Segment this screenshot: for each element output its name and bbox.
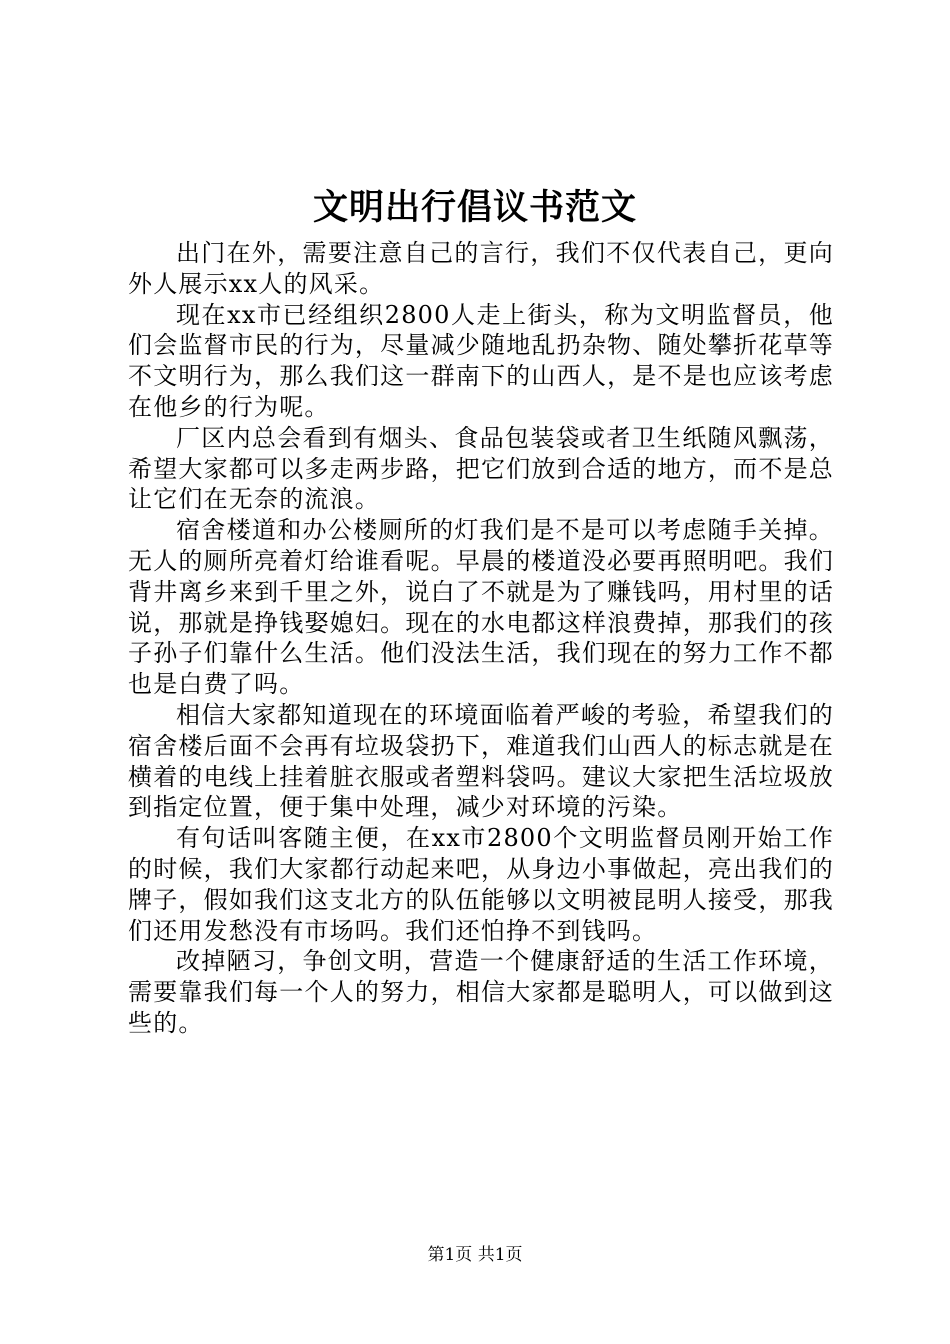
document-body xyxy=(128,238,834,1039)
paragraph: 相信大家都知道现在的环境面临着严峻的考验，希望我们的宿舍楼后面不会再有垃圾袋扔下，难道我们山西人的标志就是在横着的电线上挂着脏衣服或者塑料袋吗。建议大家把生活垃圾放到指定位置，便于集中处理，减少对环境的污染。 xyxy=(128,700,834,822)
paragraph: 改掉陋习，争创文明，营造一个健康舒适的生活工作环境，需要靠我们每一个人的努力，相信大家都是聪明人，可以做到这些的。 xyxy=(128,947,834,1037)
document-title: 文明出行倡议书范文 xyxy=(312,187,637,228)
paragraph: 宿舍楼道和办公楼厕所的灯我们是不是可以考虑随手关掉。无人的厕所亮着灯给谁看呢。早晨的楼道没必要再照明吧。我们背井离乡来到千里之外，说白了不就是为了赚钱吗，用村里的话说，那就是挣钱娶媳妇。现在的水电都这样浪费掉，那我们的孩子孙子们靠什么生活。他们没法生活，我们现在的努力工作不都也是白费了吗。 xyxy=(128,516,834,699)
paragraph: 出门在外，需要注意自己的言行，我们不仅代表自己，更向外人展示xx人的风采。 xyxy=(128,239,834,298)
page-footer: 第1页 共1页 xyxy=(427,1245,523,1265)
paragraph: 厂区内总会看到有烟头、食品包装袋或者卫生纸随风飘荡，希望大家都可以多走两步路，把它们放到合适的地方，而不是总让它们在无奈的流浪。 xyxy=(128,423,834,514)
paragraph: 有句话叫客随主便，在xx市2800个文明监督员刚开始工作的时候，我们大家都行动起来吧，从身边小事做起，亮出我们的牌子，假如我们这支北方的队伍能够以文明被昆明人接受，那我们还用发愁没有市场吗。我们还怕挣不到钱吗。 xyxy=(128,824,834,945)
paragraph: 现在xx市已经组织2800人走上街头，称为文明监督员，他们会监督市民的行为，尽量减少随地乱扔杂物、随处攀折花草等不文明行为，那么我们这一群南下的山西人，是不是也应该考虑在他乡的行为呢。 xyxy=(128,300,834,421)
